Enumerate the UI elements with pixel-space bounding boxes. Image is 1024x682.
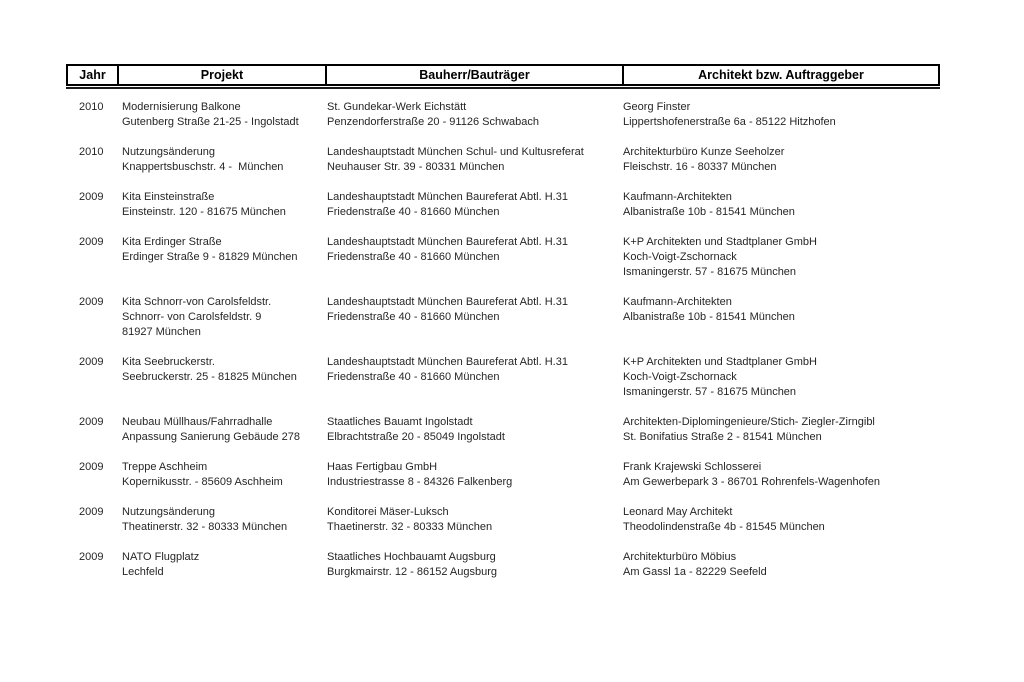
column-header-bauherr: Bauherr/Bauträger — [325, 66, 622, 84]
cell-line: Am Gassl 1a - 82229 Seefeld — [623, 566, 767, 578]
cell-bauherr — [323, 235, 620, 280]
cell-jahr — [66, 295, 115, 340]
cell-projekt — [115, 505, 323, 535]
table-row — [66, 100, 940, 130]
cell-architekt — [620, 355, 940, 400]
cell-line: Frank Krajewski Schlosserei — [623, 461, 762, 473]
cell-line: Konditorei Mäser-Luksch — [327, 506, 449, 518]
header-underline-rule — [66, 87, 940, 89]
table-body — [66, 100, 940, 580]
cell-line: Friedenstraße 40 - 81660 München — [327, 251, 500, 263]
cell-line: Georg Finster — [623, 101, 691, 113]
cell-line: 2010 — [79, 101, 104, 113]
cell-line: Elbrachtstraße 20 - 85049 Ingolstadt — [327, 431, 505, 443]
cell-line: Architekturbüro Kunze Seeholzer — [623, 146, 785, 158]
cell-line: Friedenstraße 40 - 81660 München — [327, 206, 500, 218]
cell-bauherr — [323, 190, 620, 220]
cell-line: Neuhauser Str. 39 - 80331 München — [327, 161, 505, 173]
cell-architekt — [620, 190, 940, 220]
cell-bauherr — [323, 460, 620, 490]
cell-line: 81927 München — [122, 326, 201, 338]
cell-line: 2010 — [79, 146, 104, 158]
cell-projekt — [115, 460, 323, 490]
cell-architekt — [620, 415, 940, 445]
cell-line: Treppe Aschheim — [122, 461, 208, 473]
cell-line: Friedenstraße 40 - 81660 München — [327, 311, 500, 323]
table-row — [66, 145, 940, 175]
cell-line: Fleischstr. 16 - 80337 München — [623, 161, 777, 173]
cell-line: Theodolindenstraße 4b - 81545 München — [623, 521, 825, 533]
cell-line: Ismaningerstr. 57 - 81675 München — [623, 266, 797, 278]
cell-line: Neubau Müllhaus/Fahrradhalle — [122, 416, 273, 428]
cell-jahr — [66, 355, 115, 400]
cell-projekt — [115, 295, 323, 340]
cell-bauherr — [323, 550, 620, 580]
column-header-architekt: Architekt bzw. Auftraggeber — [622, 66, 938, 84]
cell-architekt — [620, 550, 940, 580]
cell-line: K+P Architekten und Stadtplaner GmbH — [623, 356, 817, 368]
cell-line: Am Gewerbepark 3 - 86701 Rohrenfels-Wagenhofen — [623, 476, 881, 488]
cell-line: Nutzungsänderung — [122, 506, 215, 518]
cell-line: K+P Architekten und Stadtplaner GmbH — [623, 236, 817, 248]
cell-projekt — [115, 145, 323, 175]
cell-projekt — [115, 355, 323, 400]
cell-line: Landeshauptstadt München Baureferat Abtl. H.31 — [327, 356, 568, 368]
cell-line: 2009 — [79, 356, 104, 368]
table-row — [66, 235, 940, 280]
cell-architekt — [620, 100, 940, 130]
cell-line: 2009 — [79, 416, 104, 428]
cell-line: Modernisierung Balkone — [122, 101, 241, 113]
cell-projekt — [115, 235, 323, 280]
cell-line: Albanistraße 10b - 81541 München — [623, 206, 795, 218]
table-row — [66, 190, 940, 220]
cell-projekt — [115, 190, 323, 220]
cell-jahr — [66, 100, 115, 130]
column-header-projekt: Projekt — [117, 66, 325, 84]
cell-line: Einsteinstr. 120 - 81675 München — [122, 206, 286, 218]
table-row — [66, 505, 940, 535]
project-reference-table — [66, 64, 940, 595]
cell-line: Schnorr- von Carolsfeldstr. 9 — [122, 311, 262, 323]
cell-line: Nutzungsänderung — [122, 146, 215, 158]
cell-line: St. Bonifatius Straße 2 - 81541 München — [623, 431, 822, 443]
cell-jahr — [66, 190, 115, 220]
column-header-jahr: Jahr — [79, 68, 106, 82]
table-header-row — [66, 64, 940, 86]
cell-projekt — [115, 550, 323, 580]
cell-line: Lippertshofenerstraße 6a - 85122 Hitzhofen — [623, 116, 836, 128]
cell-line: Kita Einsteinstraße — [122, 191, 215, 203]
cell-line: Kita Seebruckerstr. — [122, 356, 215, 368]
cell-architekt — [620, 145, 940, 175]
table-row — [66, 415, 940, 445]
cell-line: Kaufmann-Architekten — [623, 191, 732, 203]
cell-line: St. Gundekar-Werk Eichstätt — [327, 101, 467, 113]
cell-line: 2009 — [79, 191, 104, 203]
cell-line: 2009 — [79, 236, 104, 248]
cell-line: Koch-Voigt-Zschornack — [623, 251, 737, 263]
cell-line: Landeshauptstadt München Schul- und Kultusreferat — [327, 146, 584, 158]
cell-line: Landeshauptstadt München Baureferat Abtl. H.31 — [327, 191, 568, 203]
cell-line: Landeshauptstadt München Baureferat Abtl. H.31 — [327, 296, 568, 308]
cell-line: Lechfeld — [122, 566, 164, 578]
cell-line: NATO Flugplatz — [122, 551, 200, 563]
cell-line: Burgkmairstr. 12 - 86152 Augsburg — [327, 566, 497, 578]
cell-line: Penzendorferstraße 20 - 91126 Schwabach — [327, 116, 539, 128]
table-row — [66, 460, 940, 490]
table-row — [66, 550, 940, 580]
cell-line: Industriestrasse 8 - 84326 Falkenberg — [327, 476, 513, 488]
cell-line: Erdinger Straße 9 - 81829 München — [122, 251, 298, 263]
cell-line: Leonard May Architekt — [623, 506, 733, 518]
cell-line: Thaetinerstr. 32 - 80333 München — [327, 521, 493, 533]
cell-projekt — [115, 415, 323, 445]
cell-line: Friedenstraße 40 - 81660 München — [327, 371, 500, 383]
cell-architekt — [620, 460, 940, 490]
cell-line: Architekten-Diplomingenieure/Stich- Ziegler-Zirngibl — [623, 416, 875, 428]
cell-jahr — [66, 550, 115, 580]
cell-line: Haas Fertigbau GmbH — [327, 461, 438, 473]
cell-line: 2009 — [79, 506, 104, 518]
cell-jahr — [66, 145, 115, 175]
cell-bauherr — [323, 355, 620, 400]
cell-line: Kita Schnorr-von Carolsfeldstr. — [122, 296, 272, 308]
table-row — [66, 295, 940, 340]
cell-line: Kopernikusstr. - 85609 Aschheim — [122, 476, 283, 488]
cell-line: Knappertsbuschstr. 4 - München — [122, 161, 284, 173]
cell-line: 2009 — [79, 296, 104, 308]
cell-line: 2009 — [79, 461, 104, 473]
cell-line: Albanistraße 10b - 81541 München — [623, 311, 795, 323]
cell-line: Architekturbüro Möbius — [623, 551, 737, 563]
cell-line: Staatliches Bauamt Ingolstadt — [327, 416, 473, 428]
cell-projekt — [115, 100, 323, 130]
cell-architekt — [620, 505, 940, 535]
cell-line: 2009 — [79, 551, 104, 563]
cell-line: Ismaningerstr. 57 - 81675 München — [623, 386, 797, 398]
cell-bauherr — [323, 100, 620, 130]
cell-architekt — [620, 235, 940, 280]
cell-line: Seebruckerstr. 25 - 81825 München — [122, 371, 297, 383]
cell-jahr — [66, 235, 115, 280]
cell-line: Koch-Voigt-Zschornack — [623, 371, 737, 383]
cell-line: Landeshauptstadt München Baureferat Abtl. H.31 — [327, 236, 568, 248]
cell-line: Theatinerstr. 32 - 80333 München — [122, 521, 288, 533]
cell-bauherr — [323, 415, 620, 445]
cell-line: Anpassung Sanierung Gebäude 278 — [122, 431, 300, 443]
cell-jahr — [66, 460, 115, 490]
cell-line: Staatliches Hochbauamt Augsburg — [327, 551, 496, 563]
cell-bauherr — [323, 505, 620, 535]
cell-line: Kaufmann-Architekten — [623, 296, 732, 308]
cell-line: Kita Erdinger Straße — [122, 236, 222, 248]
cell-bauherr — [323, 295, 620, 340]
cell-architekt — [620, 295, 940, 340]
cell-jahr — [66, 505, 115, 535]
cell-line: Gutenberg Straße 21-25 - Ingolstadt — [122, 116, 299, 128]
cell-jahr — [66, 415, 115, 445]
table-row — [66, 355, 940, 400]
cell-bauherr — [323, 145, 620, 175]
